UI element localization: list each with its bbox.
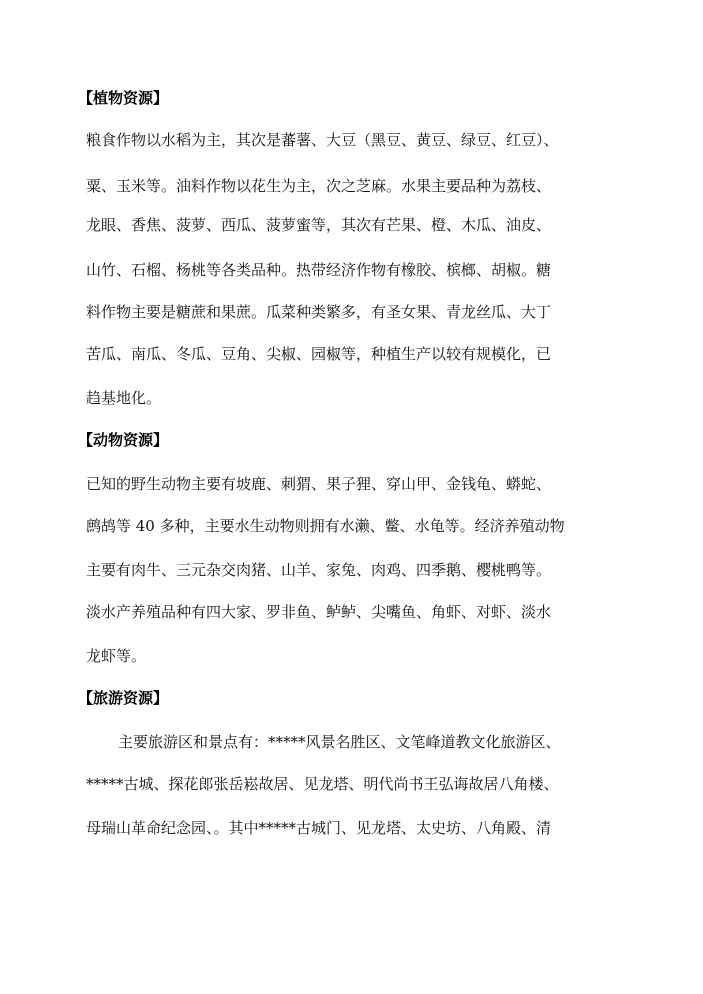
paragraph-line: 淡水产养殖品种有四大家、罗非鱼、鲈鲈、尖嘴鱼、角虾、对虾、淡水 — [86, 603, 552, 621]
paragraph-line: 粟、玉米等。油料作物以花生为主，次之芝麻。水果主要品种为荔枝、 — [86, 177, 552, 195]
paragraph-line: 龙虾等。 — [86, 647, 147, 665]
paragraph-line: *****古城、探花郎张岳崧故居、见龙塔、明代尚书王弘诲故居八角楼、 — [86, 775, 559, 793]
paragraph-line: 山竹、石榴、杨桃等各类品种。热带经济作物有橡胶、槟榔、胡椒。糖 — [86, 261, 552, 279]
paragraph-line: 苦瓜、南瓜、冬瓜、豆角、尖椒、园椒等，种植生产以较有规模化，已 — [86, 345, 552, 363]
paragraph-line: 龙眼、香焦、菠萝、西瓜、菠萝蜜等，其次有芒果、橙、木瓜、油皮、 — [86, 216, 552, 234]
paragraph-line: 已知的野生动物主要有坡鹿、刺猬、果子狸、穿山甲、金钱龟、蟒蛇、 — [86, 475, 552, 493]
paragraph-line: 趋基地化。 — [86, 389, 162, 407]
paragraph-line: 主要旅游区和景点有：*****风景名胜区、文笔峰道教文化旅游区、 — [118, 733, 561, 751]
paragraph-line: 鹧鸪等 40 多种，主要水生动物则拥有水濑、鳖、水龟等。经济养殖动物 — [86, 517, 565, 535]
paragraph-line: 主要有肉牛、三元杂交肉猪、山羊、家兔、肉鸡、四季鹅、樱桃鸭等。 — [86, 561, 552, 579]
section-heading-animals: 【动物资源】 — [78, 431, 169, 449]
section-heading-plants: 【植物资源】 — [78, 89, 169, 107]
paragraph-line: 母瑞山革命纪念园、。其中*****古城门、见龙塔、太史坊、八角殿、清 — [86, 819, 552, 837]
paragraph-line: 粮食作物以水稻为主，其次是蕃薯、大豆（黑豆、黄豆、绿豆、红豆）、 — [86, 131, 559, 149]
section-heading-tourism: 【旅游资源】 — [78, 689, 169, 707]
paragraph-line: 料作物主要是糖蔗和果蔗。瓜菜种类繁多，有圣女果、青龙丝瓜、大丁 — [86, 303, 552, 321]
